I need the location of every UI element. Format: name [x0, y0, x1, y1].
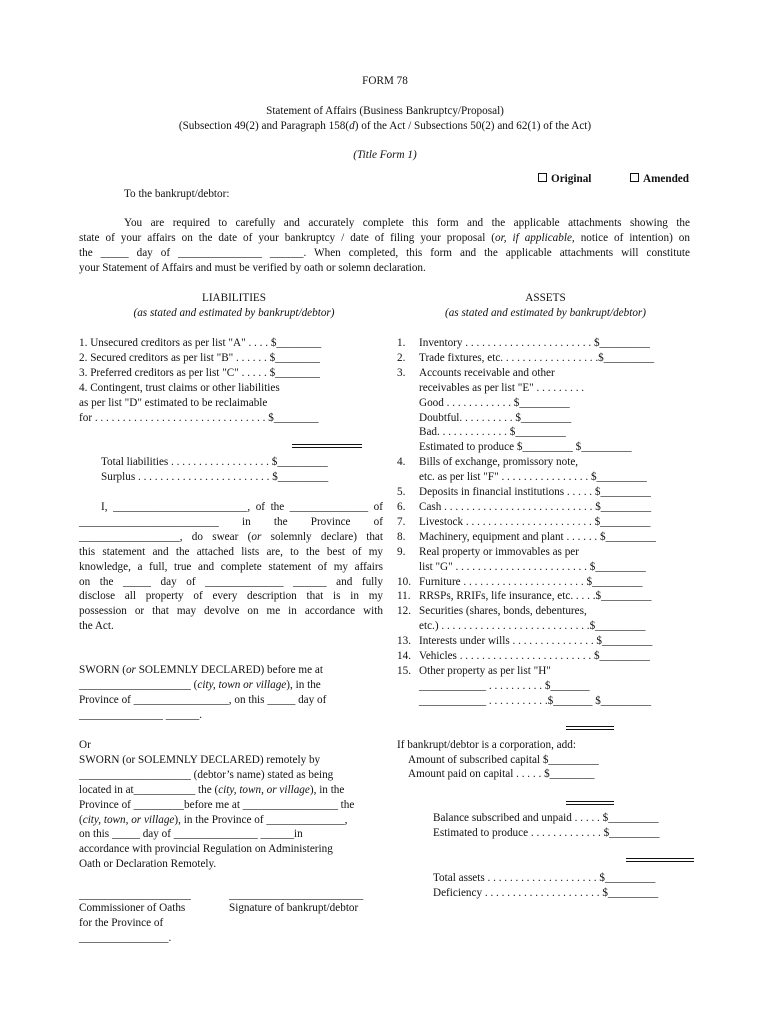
list-item: Doubtful. . . . . . . . . . $_________ — [419, 411, 572, 424]
list-item: Estimated to produce $_________ $_________ — [419, 441, 632, 454]
list-item: etc. as per list "F" . . . . . . . . . . . . . . . . $_________ — [419, 471, 647, 484]
list-item: 11. RRSPs, RRIFs, life insurance, etc. . . . .$_________ — [397, 590, 652, 603]
original-checkbox[interactable]: Original — [538, 172, 591, 187]
deficiency: Deficiency . . . . . . . . . . . . . . . . . . . . . $_________ — [433, 887, 659, 899]
list-item: for . . . . . . . . . . . . . . . . . . . . . . . . . . . . . . . $________ — [79, 411, 319, 424]
list-item: 3. Accounts receivable and other — [397, 366, 555, 379]
list-item: 10. Furniture . . . . . . . . . . . . . . . . . . . . . . $_________ — [397, 575, 643, 588]
list-item: 9. Real property or immovables as per — [397, 545, 579, 558]
remote-sworn-block: Or SWORN (or SOLEMNLY DECLARED) remotely by ____________________ (debtor’s name) stated as being located in at___________ the (city, town, or village), in the Province of _________before me at _________________ the (city, town, or village), in the Province of ______________, on this _____ day of _______________ ______in accordance with provincial Regulation on Administering Oath or Declaration Remotely. — [79, 739, 355, 871]
total-assets: Total assets . . . . . . . . . . . . . . . . . . . . $_________ — [433, 872, 656, 884]
double-rule — [566, 726, 614, 730]
list-item: Good . . . . . . . . . . . . $_________ — [419, 396, 570, 409]
oath-line-3: __________________, do swear (or solemnly declare) that — [79, 530, 383, 543]
corporation-heading: If bankrupt/debtor is a corporation, add: — [397, 739, 576, 751]
subscribed-capital: Amount of subscribed capital $_________ — [408, 754, 599, 766]
list-item: 12. Securities (shares, bonds, debentures, — [397, 605, 587, 618]
oath-paragraph: I, ________________________, of the ______________ of _________________________ in the Province of __________________, do swear (or solemnly declare) that this statement and the attached lists are, to the best of my knowledge, a full, true and complete statement of my affairs on the _____ day of ______________ ______ and fully disclose all property of every description that is in my possession or that may devolve on me in accordance with the Act. — [79, 501, 383, 633]
intro-line-2: state of your affairs on the date of your bankruptcy / date of filing your proposal (or, if applicable, notice of intention) on — [79, 231, 690, 244]
intro-paragraph: You are required to carefully and accurately complete this form and the applicable attachments showing the state of your affairs on the date of your bankruptcy / date of filing your proposal (or, if applicable, notice of intention) on the _____ day of _______________ ______. When completed, this form and the applicable attachments will constitute your Statement of Affairs and must be verified by oath or solemn declaration. — [79, 217, 690, 274]
liabilities-heading: LIABILITIES — [201, 292, 266, 304]
double-rule — [566, 801, 614, 805]
balance-subscribed: Balance subscribed and unpaid . . . . . $_________ — [433, 812, 659, 824]
list-item: 5. Deposits in financial institutions . . . . . $_________ — [397, 486, 651, 499]
list-item: ____________ . . . . . . . . . . $_______ — [419, 679, 590, 692]
assets-subheading: (as stated and estimated by bankrupt/debtor) — [444, 307, 647, 319]
liabilities-subheading: (as stated and estimated by bankrupt/debtor) — [133, 307, 335, 319]
sworn-block: SWORN (or SOLEMNLY DECLARED) before me at ____________________ (city, town or village), in the Province of _________________, on this _____ day of _______________ ______. — [79, 664, 327, 721]
list-item: 6. Cash . . . . . . . . . . . . . . . . . . . . . . . . . . . $_________ — [397, 500, 652, 513]
form-subsection: (Subsection 49(2) and Paragraph 158(d) of the Act / Subsections 50(2) and 62(1) of the Act) — [178, 120, 592, 132]
list-item: ____________ . . . . . . . . . . .$_______ $_________ — [419, 694, 652, 707]
checkbox-icon — [538, 173, 547, 182]
list-item: 13. Interests under wills . . . . . . . . . . . . . . . $_________ — [397, 635, 653, 648]
checkbox-icon — [630, 173, 639, 182]
debtor-signature-label: Signature of bankrupt/debtor — [229, 902, 359, 914]
commissioner-signature-line[interactable]: ____________________ — [79, 889, 191, 901]
double-rule — [292, 444, 362, 448]
for-province-label: for the Province of — [79, 917, 164, 929]
list-item: receivables as per list "E" . . . . . . . . . — [419, 381, 585, 394]
list-item: 2. Secured creditors as per list "B" . . . . . . $________ — [79, 351, 320, 364]
title-form: (Title Form 1) — [353, 149, 417, 161]
list-item: as per list "D" estimated to be reclaimable — [79, 396, 268, 409]
double-rule — [626, 858, 694, 862]
form-title: Statement of Affairs (Business Bankruptcy/Proposal) — [266, 105, 504, 117]
total-liabilities: Total liabilities . . . . . . . . . . . . . . . . . . $_________ — [101, 456, 328, 468]
list-item: Bad. . . . . . . . . . . . . $_________ — [419, 426, 566, 439]
paid-capital: Amount paid on capital . . . . . $________ — [408, 768, 595, 780]
list-item: 15. Other property as per list "H" — [397, 664, 551, 677]
to-line: To the bankrupt/debtor: — [124, 188, 230, 200]
list-item: 14. Vehicles . . . . . . . . . . . . . . . . . . . . . . . . $_________ — [397, 650, 650, 663]
list-item: 8. Machinery, equipment and plant . . . . . . $_________ — [397, 530, 656, 543]
assets-list — [397, 336, 656, 709]
form-number: FORM 78 — [362, 75, 408, 87]
assets-heading: ASSETS — [525, 292, 566, 304]
liabilities-list — [79, 336, 321, 425]
list-item: etc.) . . . . . . . . . . . . . . . . . . . . . . . . . . .$_________ — [419, 620, 646, 633]
list-item: 2. Trade fixtures, etc. . . . . . . . . . . . . . . . . .$_________ — [397, 351, 655, 364]
list-item: 7. Livestock . . . . . . . . . . . . . . . . . . . . . . . $_________ — [397, 515, 651, 528]
list-item: 1. Inventory . . . . . . . . . . . . . . . . . . . . . . . $_________ — [397, 337, 650, 349]
list-item: 4. Contingent, trust claims or other liabilities — [79, 381, 280, 394]
debtor-signature-line[interactable]: ________________________ — [229, 889, 364, 901]
province-blank[interactable]: ________________. — [79, 932, 172, 944]
list-item: 1. Unsecured creditors as per list "A" . . . . $________ — [79, 337, 322, 349]
list-item: 3. Preferred creditors as per list "C" . . . . . $________ — [79, 366, 320, 379]
surplus: Surplus . . . . . . . . . . . . . . . . . . . . . . . . $_________ — [101, 471, 329, 483]
list-item: list "G" . . . . . . . . . . . . . . . . . . . . . . . . $_________ — [419, 560, 646, 573]
estimated-to-produce: Estimated to produce . . . . . . . . . . . . . $_________ — [433, 827, 660, 839]
commissioner-label: Commissioner of Oaths — [79, 902, 186, 914]
list-item: 4. Bills of exchange, promissory note, — [397, 456, 579, 469]
amended-checkbox[interactable]: Amended — [630, 172, 689, 187]
